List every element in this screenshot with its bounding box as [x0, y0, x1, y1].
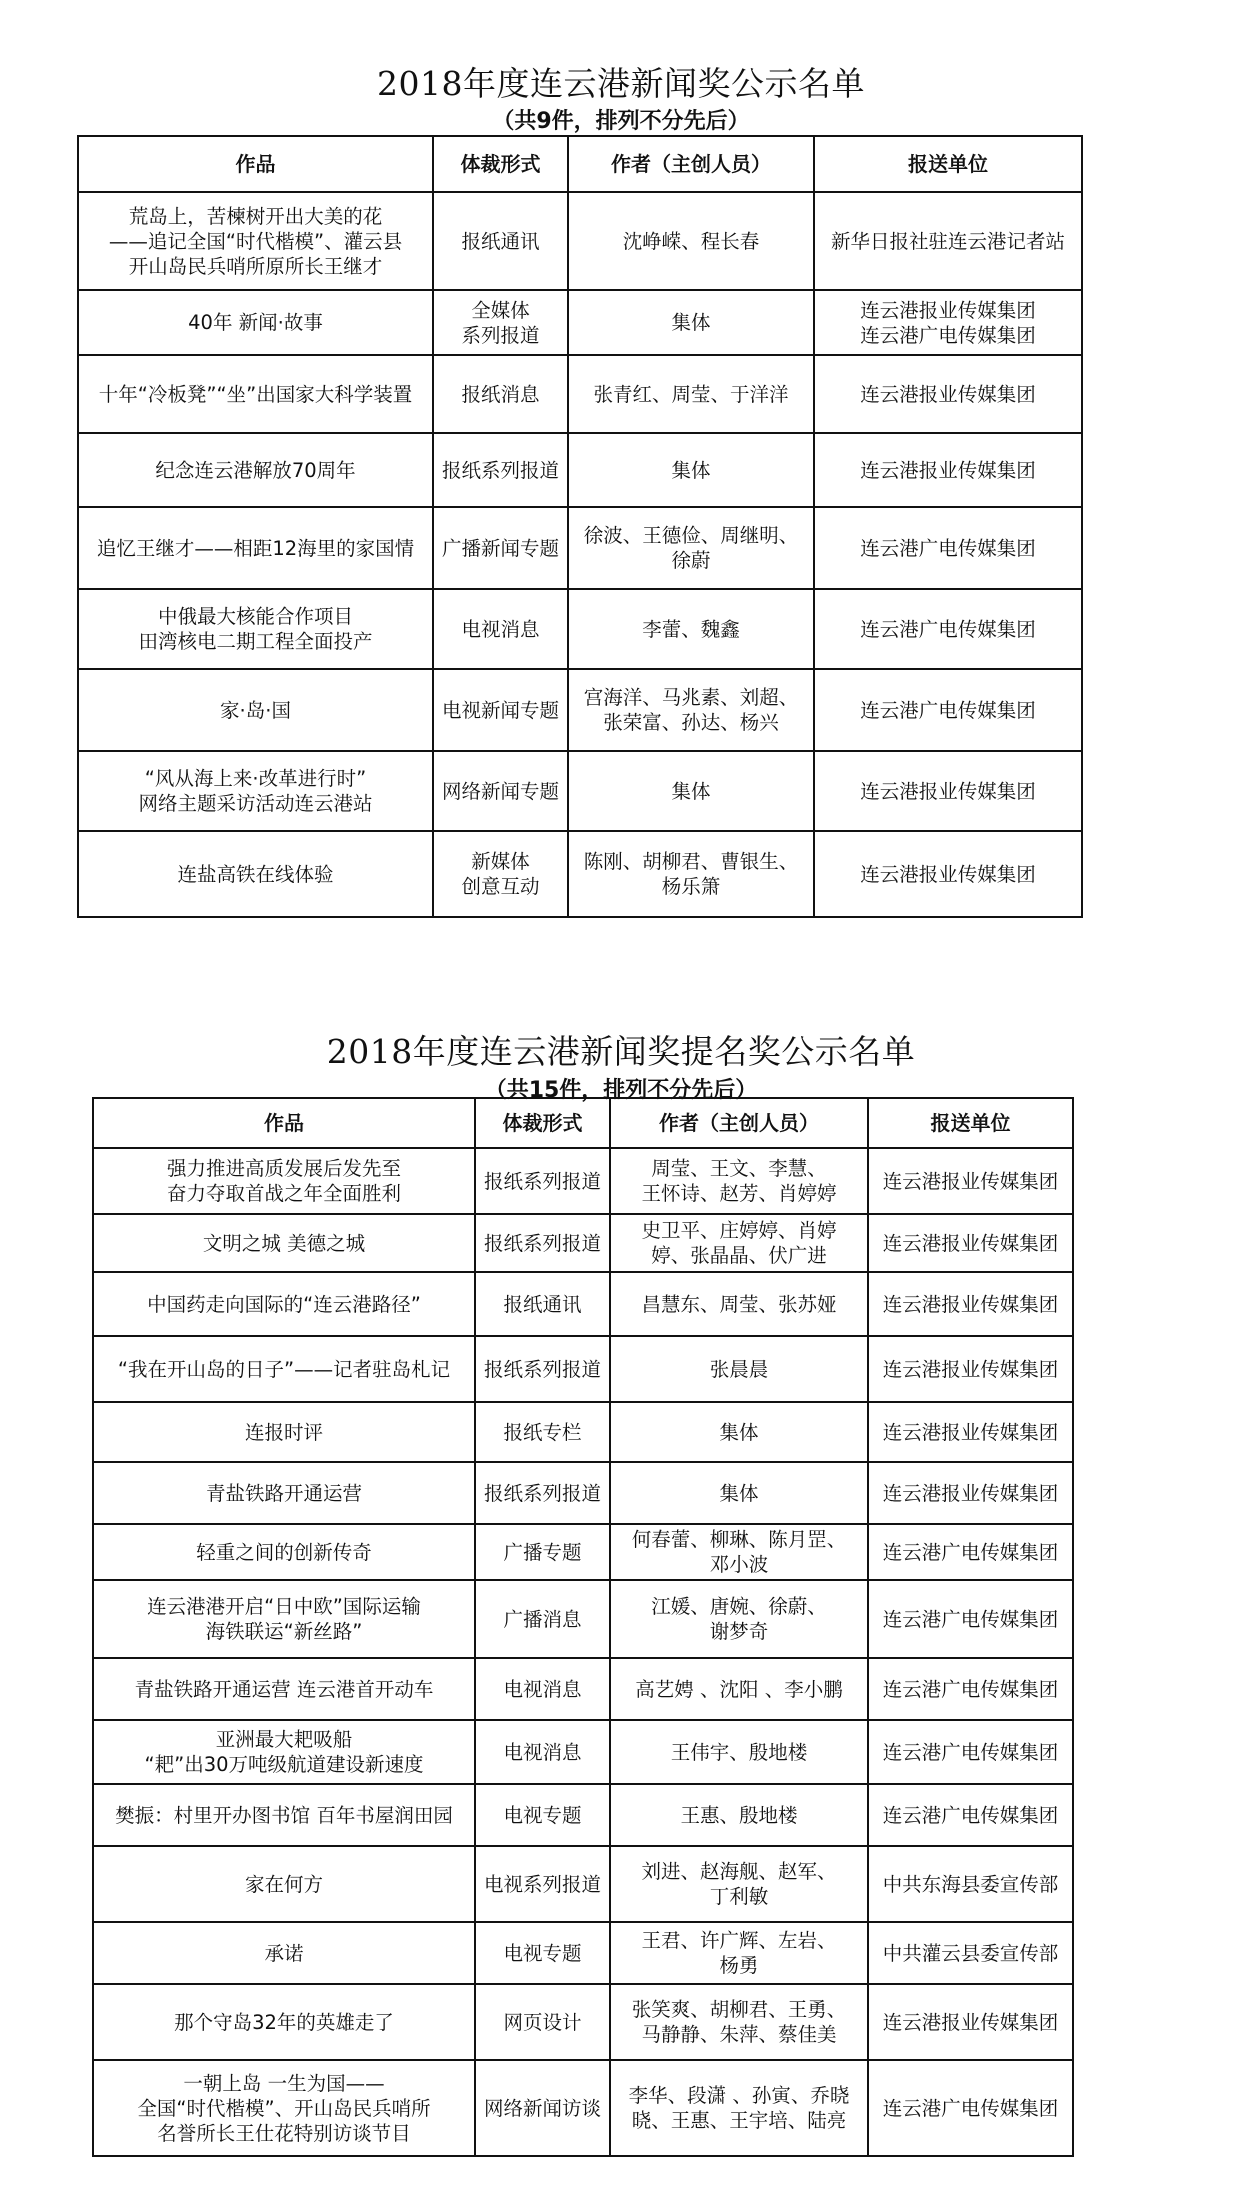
submitter-cell: 连云港报业传媒集团	[868, 1402, 1073, 1462]
author-cell: 徐波、王德俭、周继明、 徐蔚	[568, 507, 814, 589]
author-cell: 江媛、唐婉、徐蔚、 谢梦奇	[610, 1580, 868, 1658]
work-cell: 强力推进高质发展后发先至 奋力夺取首战之年全面胜利	[93, 1148, 475, 1214]
author-cell: 何春蕾、柳琳、陈月罡、 邓小波	[610, 1524, 868, 1580]
work-cell: 十年“冷板凳”“坐”出国家大科学装置	[78, 355, 433, 433]
genre-cell: 新媒体 创意互动	[433, 831, 568, 917]
submitter-cell: 连云港报业传媒集团	[814, 355, 1082, 433]
work-cell: 中国药走向国际的“连云港路径”	[93, 1272, 475, 1336]
table-row	[78, 831, 1082, 917]
table-row	[93, 1922, 1073, 1984]
work-cell: 文明之城 美德之城	[93, 1214, 475, 1272]
table-row	[93, 1846, 1073, 1922]
work-cell: 轻重之间的创新传奇	[93, 1524, 475, 1580]
submitter-cell: 连云港广电传媒集团	[814, 669, 1082, 751]
author-cell: 集体	[610, 1402, 868, 1462]
column-header-work: 作品	[78, 136, 433, 192]
author-cell: 高艺娉 、沈阳 、李小鹏	[610, 1658, 868, 1720]
genre-cell: 报纸通讯	[433, 192, 568, 290]
author-cell: 周莹、王文、李慧、 王怀诗、赵芳、肖婷婷	[610, 1148, 868, 1214]
table-row	[93, 1148, 1073, 1214]
column-header-genre: 体裁形式	[433, 136, 568, 192]
table-row	[93, 1580, 1073, 1658]
submitter-cell: 中共东海县委宣传部	[868, 1846, 1073, 1922]
work-cell: 连盐高铁在线体验	[78, 831, 433, 917]
author-cell: 李华、段潇 、孙寅、乔晓 晓、王惠、王宇培、陆亮	[610, 2060, 868, 2156]
table-row	[78, 507, 1082, 589]
author-cell: 集体	[568, 433, 814, 507]
genre-cell: 网络新闻专题	[433, 751, 568, 831]
genre-cell: 报纸通讯	[475, 1272, 610, 1336]
work-cell: 那个守岛32年的英雄走了	[93, 1984, 475, 2060]
genre-cell: 电视新闻专题	[433, 669, 568, 751]
author-cell: 张青红、周莹、于洋洋	[568, 355, 814, 433]
column-header-author: 作者（主创人员）	[610, 1098, 868, 1148]
genre-cell: 网页设计	[475, 1984, 610, 2060]
table-row	[93, 1524, 1073, 1580]
award-table	[77, 135, 1083, 918]
table-row	[93, 1658, 1073, 1720]
column-header-submitter: 报送单位	[868, 1098, 1073, 1148]
genre-cell: 广播消息	[475, 1580, 610, 1658]
submitter-cell: 连云港广电传媒集团	[814, 507, 1082, 589]
genre-cell: 电视消息	[475, 1720, 610, 1784]
table-row	[78, 290, 1082, 355]
author-cell: 王伟宇、殷地楼	[610, 1720, 868, 1784]
work-cell: “风从海上来·改革进行时” 网络主题采访活动连云港站	[78, 751, 433, 831]
submitter-cell: 连云港报业传媒集团	[868, 1214, 1073, 1272]
submitter-cell: 连云港广电传媒集团	[814, 589, 1082, 669]
table-row	[78, 589, 1082, 669]
work-cell: 一朝上岛 一生为国—— 全国“时代楷模”、开山岛民兵哨所 名誉所长王仕花特别访谈节目	[93, 2060, 475, 2156]
author-cell: 张晨晨	[610, 1336, 868, 1402]
work-cell: 追忆王继才——相距12海里的家国情	[78, 507, 433, 589]
genre-cell: 报纸系列报道	[475, 1148, 610, 1214]
table-row	[93, 1336, 1073, 1402]
genre-cell: 全媒体 系列报道	[433, 290, 568, 355]
table-row	[93, 1784, 1073, 1846]
work-cell: 家在何方	[93, 1846, 475, 1922]
list2-title: 2018年度连云港新闻奖提名奖公示名单	[326, 1032, 916, 1071]
column-header-submitter: 报送单位	[814, 136, 1082, 192]
list2-subtitle: （共15件，排列不分先后）	[484, 1078, 758, 1103]
author-cell: 昌慧东、周莹、张苏娅	[610, 1272, 868, 1336]
work-cell: 承诺	[93, 1922, 475, 1984]
genre-cell: 电视消息	[433, 589, 568, 669]
table-row	[93, 1214, 1073, 1272]
work-cell: 40年 新闻·故事	[78, 290, 433, 355]
work-cell: 家·岛·国	[78, 669, 433, 751]
table-row	[78, 355, 1082, 433]
genre-cell: 报纸系列报道	[475, 1214, 610, 1272]
table-header-row	[78, 136, 1082, 192]
table-row	[93, 1720, 1073, 1784]
genre-cell: 报纸专栏	[475, 1402, 610, 1462]
table-row	[93, 1984, 1073, 2060]
list1-subtitle: （共9件，排列不分先后）	[492, 109, 750, 134]
table-row	[93, 1272, 1073, 1336]
genre-cell: 网络新闻访谈	[475, 2060, 610, 2156]
work-cell: 亚洲最大耙吸船 “耙”出30万吨级航道建设新速度	[93, 1720, 475, 1784]
submitter-cell: 连云港广电传媒集团	[868, 1580, 1073, 1658]
author-cell: 宫海洋、马兆素、刘超、 张荣富、孙达、杨兴	[568, 669, 814, 751]
table-row	[93, 2060, 1073, 2156]
submitter-cell: 连云港报业传媒集团	[868, 1148, 1073, 1214]
genre-cell: 报纸系列报道	[475, 1462, 610, 1524]
genre-cell: 报纸系列报道	[433, 433, 568, 507]
submitter-cell: 连云港报业传媒集团	[868, 1336, 1073, 1402]
table-row	[93, 1402, 1073, 1462]
genre-cell: 电视系列报道	[475, 1846, 610, 1922]
submitter-cell: 连云港报业传媒集团	[868, 1462, 1073, 1524]
submitter-cell: 连云港广电传媒集团	[868, 1658, 1073, 1720]
author-cell: 王惠、殷地楼	[610, 1784, 868, 1846]
author-cell: 集体	[610, 1462, 868, 1524]
submitter-cell: 连云港报业传媒集团	[814, 751, 1082, 831]
column-header-author: 作者（主创人员）	[568, 136, 814, 192]
nomination-list-section	[0, 980, 1242, 2208]
submitter-cell: 连云港广电传媒集团	[868, 1720, 1073, 1784]
author-cell: 史卫平、庄婷婷、肖婷 婷、张晶晶、伏广进	[610, 1214, 868, 1272]
work-cell: 中俄最大核能合作项目 田湾核电二期工程全面投产	[78, 589, 433, 669]
list1-title: 2018年度连云港新闻奖公示名单	[377, 64, 865, 103]
submitter-cell: 连云港广电传媒集团	[868, 2060, 1073, 2156]
work-cell: 樊振：村里开办图书馆 百年书屋润田园	[93, 1784, 475, 1846]
award-list-section	[0, 0, 1242, 920]
table-row	[93, 1462, 1073, 1524]
submitter-cell: 连云港报业传媒集团	[868, 1272, 1073, 1336]
column-header-work: 作品	[93, 1098, 475, 1148]
author-cell: 刘进、赵海舰、赵军、 丁利敏	[610, 1846, 868, 1922]
submitter-cell: 连云港报业传媒集团	[868, 1984, 1073, 2060]
submitter-cell: 新华日报社驻连云港记者站	[814, 192, 1082, 290]
table-header-row	[93, 1098, 1073, 1148]
work-cell: 荒岛上，苦楝树开出大美的花 ——追记全国“时代楷模”、灌云县 开山岛民兵哨所原所长王继才	[78, 192, 433, 290]
genre-cell: 报纸消息	[433, 355, 568, 433]
genre-cell: 广播新闻专题	[433, 507, 568, 589]
author-cell: 王君、许广辉、左岩、 杨勇	[610, 1922, 868, 1984]
work-cell: 青盐铁路开通运营 连云港首开动车	[93, 1658, 475, 1720]
author-cell: 李蕾、魏鑫	[568, 589, 814, 669]
work-cell: 纪念连云港解放70周年	[78, 433, 433, 507]
submitter-cell: 连云港广电传媒集团	[868, 1524, 1073, 1580]
genre-cell: 广播专题	[475, 1524, 610, 1580]
table-row	[78, 669, 1082, 751]
nomination-table	[92, 1097, 1074, 2157]
author-cell: 沈峥嵘、程长春	[568, 192, 814, 290]
table-row	[78, 433, 1082, 507]
submitter-cell: 连云港广电传媒集团	[868, 1784, 1073, 1846]
author-cell: 集体	[568, 290, 814, 355]
author-cell: 集体	[568, 751, 814, 831]
column-header-genre: 体裁形式	[475, 1098, 610, 1148]
author-cell: 张笑爽、胡柳君、王勇、 马静静、朱萍、蔡佳美	[610, 1984, 868, 2060]
genre-cell: 报纸系列报道	[475, 1336, 610, 1402]
table-row	[78, 192, 1082, 290]
submitter-cell: 连云港报业传媒集团 连云港广电传媒集团	[814, 290, 1082, 355]
table-row	[78, 751, 1082, 831]
submitter-cell: 连云港报业传媒集团	[814, 831, 1082, 917]
submitter-cell: 中共灌云县委宣传部	[868, 1922, 1073, 1984]
work-cell: 青盐铁路开通运营	[93, 1462, 475, 1524]
work-cell: 连云港港开启“日中欧”国际运输 海铁联运“新丝路”	[93, 1580, 475, 1658]
genre-cell: 电视专题	[475, 1784, 610, 1846]
genre-cell: 电视专题	[475, 1922, 610, 1984]
author-cell: 陈刚、胡柳君、曹银生、 杨乐箫	[568, 831, 814, 917]
submitter-cell: 连云港报业传媒集团	[814, 433, 1082, 507]
work-cell: 连报时评	[93, 1402, 475, 1462]
genre-cell: 电视消息	[475, 1658, 610, 1720]
work-cell: “我在开山岛的日子”——记者驻岛札记	[93, 1336, 475, 1402]
